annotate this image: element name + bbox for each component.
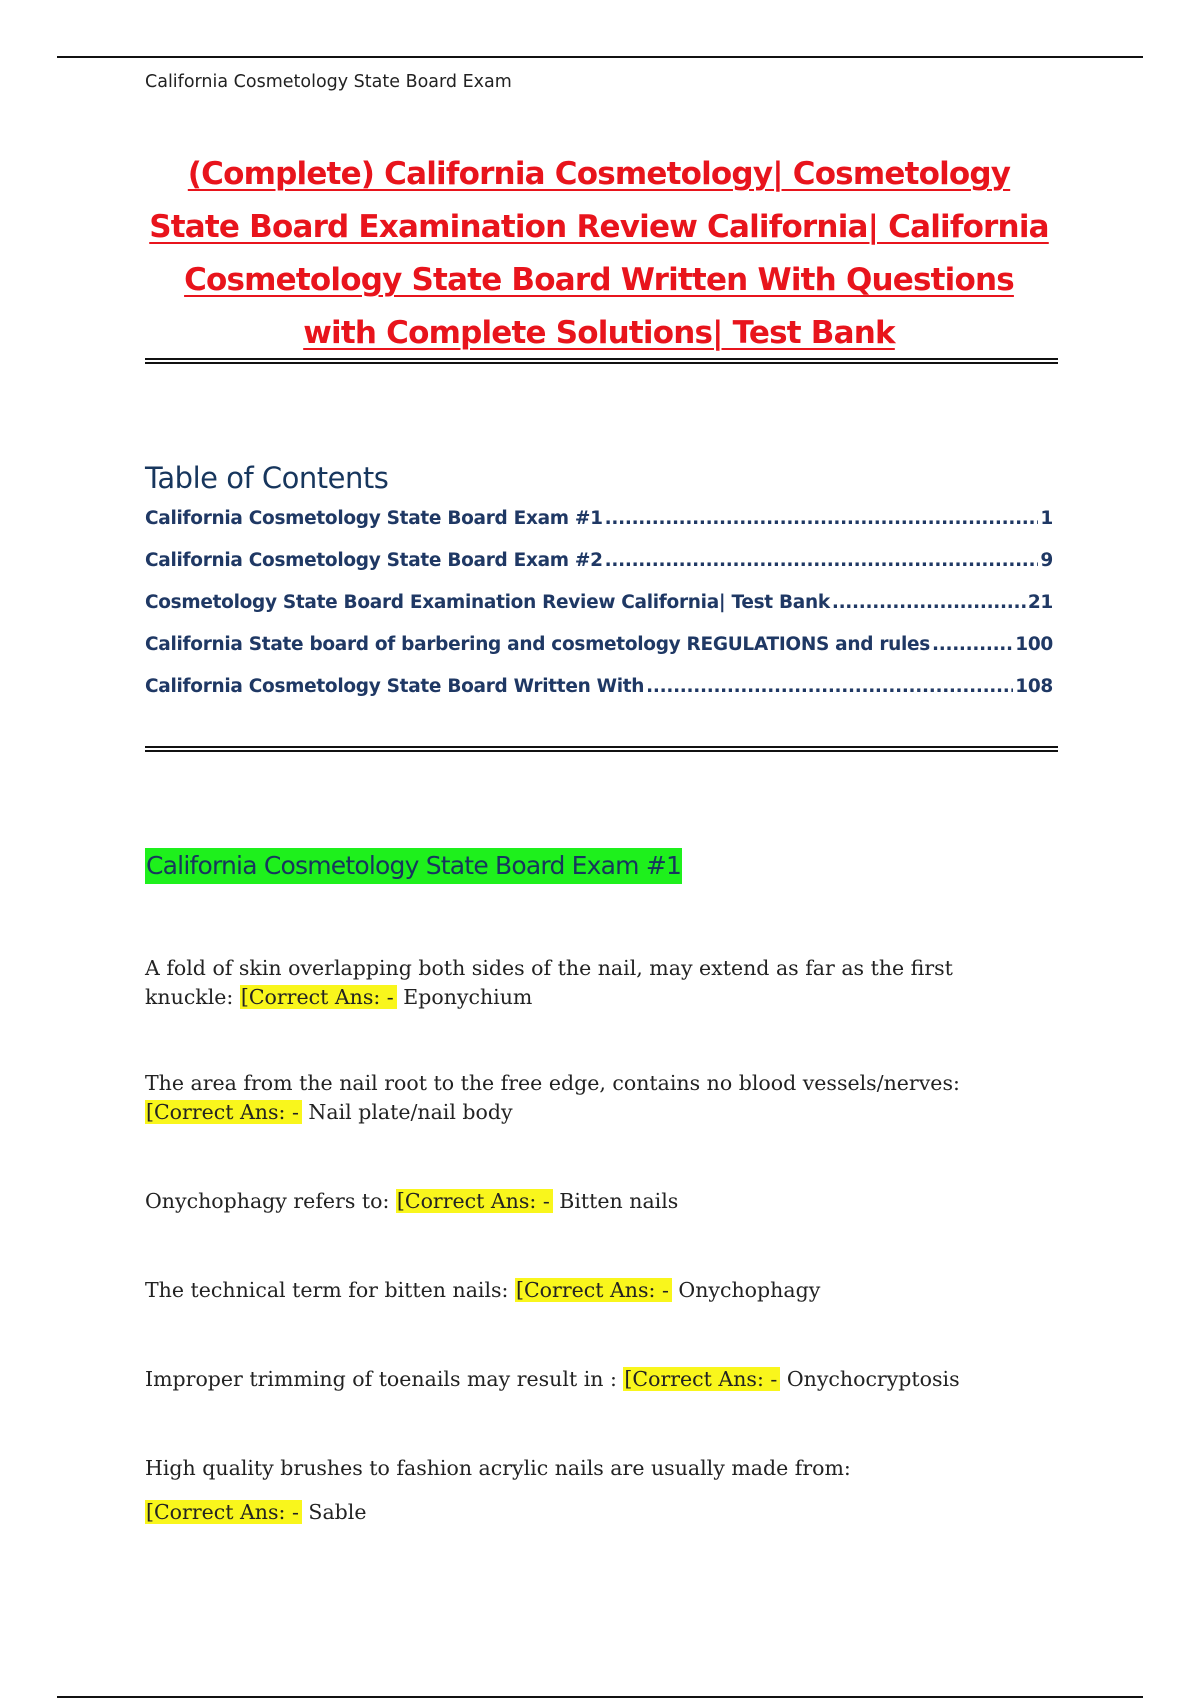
toc-entry[interactable] <box>145 550 1053 592</box>
toc-entry[interactable] <box>145 508 1053 550</box>
toc-dot-leader <box>832 592 1026 613</box>
question-item <box>145 1069 1025 1127</box>
table-of-contents <box>145 508 1053 718</box>
toc-dot-leader <box>646 676 1013 697</box>
document-title: (Complete) California Cosmetology| Cosmetology State Board Examination Review California| California Cosmetology State Board Written With Questions with Complete Solutions| Test Bank <box>149 156 1049 351</box>
question-prompt: The area from the nail root to the free edge, contains no blood vessels/nerves: <box>145 1071 960 1095</box>
toc-entry-label: California Cosmetology State Board Exam #1 <box>145 508 603 529</box>
question-item <box>145 954 1025 1012</box>
toc-entry[interactable] <box>145 634 1053 676</box>
toc-entry-page: 9 <box>1040 550 1053 571</box>
toc-entry-page: 100 <box>1015 634 1053 655</box>
question-prompt: The technical term for bitten nails: <box>145 1278 509 1302</box>
running-header: California Cosmetology State Board Exam <box>145 72 512 92</box>
page-top-rule <box>57 56 1143 58</box>
answer-line <box>145 1498 1025 1527</box>
question-item <box>145 1454 1025 1527</box>
toc-heading: Table of Contents <box>145 461 389 495</box>
toc-entry[interactable] <box>145 676 1053 718</box>
title-divider <box>145 358 1058 364</box>
toc-entry[interactable] <box>145 592 1053 634</box>
question-prompt: Improper trimming of toenails may result in : <box>145 1367 617 1391</box>
toc-entry-label: Cosmetology State Board Examination Review California| Test Bank <box>145 592 830 613</box>
section-heading: California Cosmetology State Board Exam #1 <box>145 848 682 884</box>
answer-text: Eponychium <box>403 985 533 1009</box>
answer-text: Onychophagy <box>678 1278 821 1302</box>
question-prompt: A fold of skin overlapping both sides of the nail, may extend as far as the first knuckle: <box>145 956 953 1009</box>
toc-entry-page: 1 <box>1040 508 1053 529</box>
question-item <box>145 1187 1025 1216</box>
question-item <box>145 1365 1025 1394</box>
correct-answer-marker: [Correct Ans: - <box>623 1367 780 1391</box>
toc-entry-label: California Cosmetology State Board Written With <box>145 676 645 697</box>
toc-entry-page: 108 <box>1015 676 1053 697</box>
toc-divider <box>145 746 1058 752</box>
toc-entry-label: California State board of barbering and cosmetology REGULATIONS and rules <box>145 634 931 655</box>
correct-answer-marker: [Correct Ans: - <box>515 1278 672 1302</box>
answer-text: Nail plate/nail body <box>308 1100 513 1124</box>
correct-answer-marker: [Correct Ans: - <box>145 1500 302 1524</box>
toc-dot-leader <box>932 634 1013 655</box>
question-prompt: Onychophagy refers to: <box>145 1189 390 1213</box>
correct-answer-marker: [Correct Ans: - <box>396 1189 553 1213</box>
toc-dot-leader <box>605 508 1039 529</box>
answer-text: Bitten nails <box>559 1189 679 1213</box>
toc-entry-page: 21 <box>1027 592 1053 613</box>
correct-answer-marker: [Correct Ans: - <box>240 985 397 1009</box>
toc-entry-label: California Cosmetology State Board Exam #2 <box>145 550 603 571</box>
question-item <box>145 1276 1025 1305</box>
toc-dot-leader <box>605 550 1039 571</box>
correct-answer-marker: [Correct Ans: - <box>145 1100 302 1124</box>
question-prompt: High quality brushes to fashion acrylic nails are usually made from: <box>145 1456 851 1480</box>
answer-text: Onychocryptosis <box>786 1367 960 1391</box>
page-bottom-rule <box>57 1696 1143 1698</box>
answer-text: Sable <box>308 1500 367 1524</box>
